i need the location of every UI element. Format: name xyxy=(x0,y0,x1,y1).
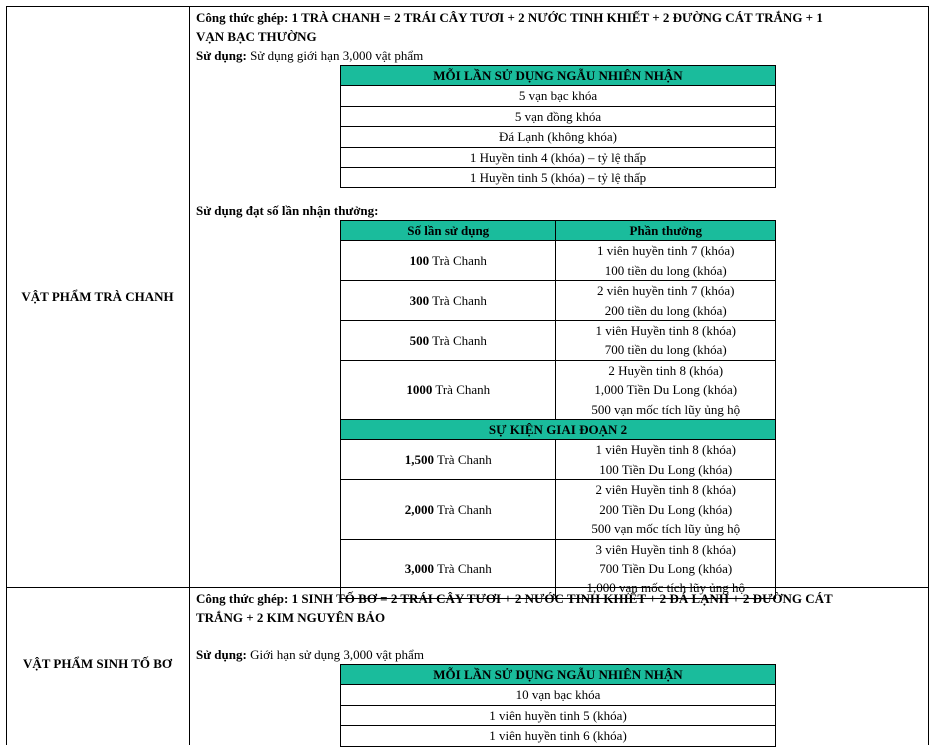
milestone-row: 1000 Trà Chanh 2 Huyền tinh 8 (khóa) 1,000 Tiền Du Long (khóa) 500 vạn mốc tích lũy ủng hộ xyxy=(341,360,776,419)
usage-text: Sử dụng giới hạn 3,000 vật phẩm xyxy=(250,48,424,63)
usage-text: Giới hạn sử dụng 3,000 vật phẩm xyxy=(250,647,424,662)
milestone-row: 300 Trà Chanh 2 viên huyền tinh 7 (khóa) 200 tiền du long (khóa) xyxy=(341,281,776,321)
outer-right-border xyxy=(928,6,929,745)
random-rewards-header: MỖI LẦN SỬ DỤNG NGẪU NHIÊN NHẬN xyxy=(341,66,776,86)
outer-top-border xyxy=(6,6,929,7)
milestone-table-tra-chanh xyxy=(340,220,776,599)
formula-text-sinh-to-bo xyxy=(196,589,921,651)
usage-prefix: Sử dụng: xyxy=(196,48,247,63)
usage-line-sinh-to-bo xyxy=(196,645,424,664)
phase2-header: SỰ KIỆN GIAI ĐOẠN 2 xyxy=(341,420,776,440)
formula-line1: 1 TRÀ CHANH = 2 TRÁI CÂY TƯƠI + 2 NƯỚC TINH KHIẾT + 2 ĐƯỜNG CÁT TRẮNG + 1 xyxy=(291,10,823,25)
column-header-reward: Phần thưởng xyxy=(556,221,776,241)
formula-line1: 1 SINH TỐ BƠ = 2 TRÁI CÂY TƯƠI + 2 NƯỚC TINH KHIẾT + 2 ĐÁ LẠNH + 2 ĐƯỜNG CÁT xyxy=(291,591,833,606)
outer-left-border xyxy=(6,6,7,745)
random-rewards-header: MỖI LẦN SỬ DỤNG NGẪU NHIÊN NHẬN xyxy=(341,665,776,685)
random-reward-item: 1 Huyền tinh 4 (khóa) – tỷ lệ thấp xyxy=(341,147,776,167)
formula-prefix: Công thức ghép: xyxy=(196,591,289,606)
column-header-uses: Số lần sử dụng xyxy=(341,221,556,241)
milestone-row: 500 Trà Chanh 1 viên Huyền tinh 8 (khóa) 700 tiền du long (khóa) xyxy=(341,321,776,361)
milestone-row: 1,500 Trà Chanh 1 viên Huyền tinh 8 (khóa) 100 Tiền Du Long (khóa) xyxy=(341,440,776,480)
random-rewards-table-sinh-to-bo xyxy=(340,664,776,747)
random-reward-item: Đá Lạnh (không khóa) xyxy=(341,127,776,147)
formula-prefix: Công thức ghép: xyxy=(196,10,289,25)
random-reward-item: 10 vạn bạc khóa xyxy=(341,685,776,705)
section-label-sinh-to-bo: VẬT PHẨM SINH TỐ BƠ xyxy=(22,656,173,671)
formula-line2: TRẮNG + 2 KIM NGUYÊN BẢO xyxy=(196,610,386,625)
milestone-row: 2,000 Trà Chanh 2 viên Huyền tinh 8 (khóa) 200 Tiền Du Long (khóa) 500 vạn mốc tích lũy ủng hộ xyxy=(341,480,776,539)
random-rewards-table-tra-chanh xyxy=(340,65,776,188)
section-label-tra-chanh: VẬT PHẨM TRÀ CHANH xyxy=(21,289,174,304)
milestone-title: Sử dụng đạt số lần nhận thưởng: xyxy=(196,203,379,218)
milestone-row: 3,000 Trà Chanh 3 viên Huyền tinh 8 (khóa) 700 Tiền Du Long (khóa) 1,000 vạn mốc tích lũy ủng hộ xyxy=(341,539,776,598)
column-divider xyxy=(189,6,190,745)
random-reward-item: 1 Huyền tinh 5 (khóa) – tỷ lệ thấp xyxy=(341,168,776,188)
formula-line2: VẠN BẠC THƯỜNG xyxy=(196,29,317,44)
formula-text-tra-chanh xyxy=(196,8,921,65)
usage-prefix: Sử dụng: xyxy=(196,647,247,662)
random-reward-item: 5 vạn bạc khóa xyxy=(341,86,776,106)
random-reward-item: 1 viên huyền tinh 6 (khóa) xyxy=(341,726,776,746)
milestone-row: 100 Trà Chanh 1 viên huyền tinh 7 (khóa) 100 tiền du long (khóa) xyxy=(341,241,776,281)
random-reward-item: 1 viên huyền tinh 5 (khóa) xyxy=(341,705,776,725)
random-reward-item: 5 vạn đồng khóa xyxy=(341,106,776,126)
